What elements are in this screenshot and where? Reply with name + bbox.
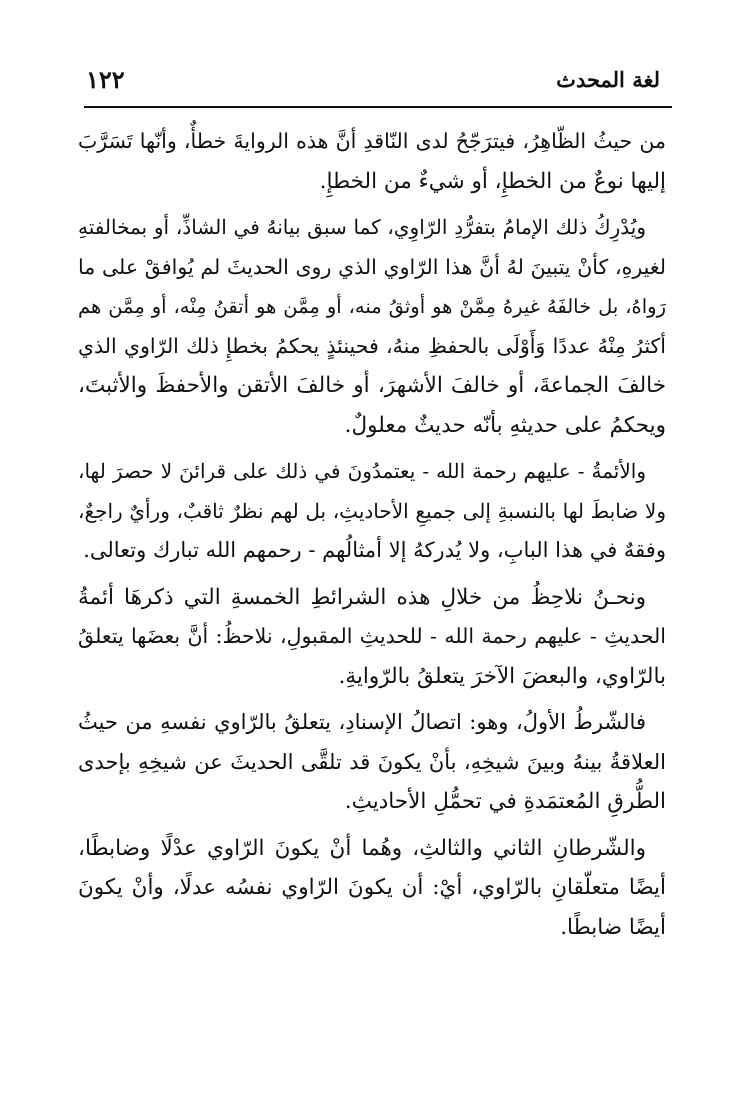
text-line: الطُّرقِ المُعتمَدةِ في تحمُّلِ الأحاديثِ. [344, 789, 666, 814]
text-line: فالشّرطُ الأولُ، وهو: اتصالُ الإسنادِ، يتعلقُ بالرّاوي نفسهِ من حيثُ [78, 710, 646, 734]
body-text [78, 122, 666, 954]
text-line: والشّرطانِ الثاني والثالثِ، وهُما أنْ يكونَ الرّاوي عدْلًا وضابطًا، [78, 835, 646, 861]
running-header [86, 60, 660, 98]
text-line: ولا ضابطَ لها بالنسبةِ إلى جميعِ الأحاديثِ، بل لهم نظرٌ ثاقبٌ، ورأيٌ راجعٌ، [78, 498, 666, 523]
paragraph [78, 452, 666, 571]
text-line: ونحـنُ نلاحِظُ من خلالِ هذه الشرائطِ الخمسةِ التي ذكرهَا أئمةُ [78, 584, 646, 610]
text-line: وفقهٌ في هذا البابِ، ولا يُدركهُ إلا أمثالُهم - رحمهم الله تبارك وتعالى. [83, 538, 666, 562]
text-line: أكثرُ مِنْهُ عددًا وَأَوْلَى بالحفظِ منهُ، فحينئذٍ يحكمُ بخطإِ ذلك الرّاوي الذي [78, 333, 666, 358]
text-line: إليها نوعٌ من الخطإِ، أو شيءٌ من الخطإِ. [319, 168, 666, 194]
text-line: لغيرهِ، كأنْ يتبينَ لهُ أنَّ هذا الرّاوي الذي روى الحديثَ لم يُوافقْ على ما [78, 254, 666, 279]
header-rule [84, 106, 672, 108]
text-line: أيضًا متعلّقانِ بالرّاوي، أيْ: أن يكونَ الرّاوي نفسُه عدلًا، وأنْ يكونَ [78, 875, 666, 900]
paragraph [78, 208, 666, 445]
text-line: العلاقةُ بينهُ وبينَ شيخِهِ، بأنْ يكونَ قد تلقَّى الحديثَ عن شيخِهِ بإحدى [78, 749, 666, 774]
text-line: رَواهُ، بل خالفَهُ غيرهُ مِمَّنْ هو أوثقُ منه، أو مِمَّن هو أتقنُ مِنْه، أو مِمَّن هم [78, 295, 666, 318]
text-line: ويحكمُ على حديثهِ بأنّه حديثٌ معلولٌ. [344, 412, 666, 438]
text-line: ويُدْرِكُ ذلك الإمامُ بتفرُّدِ الرّاوِي، كما سبق بيانهُ في الشاذِّ، أو بمخالفتهِ [78, 215, 646, 239]
text-line: بالرّاوي، والبعضَ الآخرَ يتعلقُ بالرّوايةِ. [338, 663, 666, 689]
text-line: أيضًا ضابطًا. [560, 914, 666, 940]
paragraph [78, 703, 666, 822]
page-number: ١٢٢ [86, 64, 125, 94]
text-line: خالفَ الجماعةَ، أو خالفَ الأشهرَ، أو خالفَ الأتقن والأحفظَ والأثبتَ، [78, 373, 666, 398]
text-line: الحديثِ - عليهم رحمة الله - للحديثِ المقبولِ، نلاحظُ: أنَّ بعضَها يتعلقُ [78, 624, 666, 648]
text-line: والأئمةُ - عليهم رحمة الله - يعتمدُونَ في ذلك على قرائنَ لا حصرَ لها، [78, 459, 646, 483]
paragraph [78, 122, 666, 201]
text-line: من حيثُ الظّاهِرُ، فيترَجّحُ لدى النّاقدِ أنَّ هذه الروايةَ خطأٌ، وأنّها تَسَرَّبَ [78, 129, 666, 153]
paragraph [78, 578, 666, 697]
running-title: لغة المحدث [556, 66, 660, 92]
paragraph [78, 829, 666, 948]
